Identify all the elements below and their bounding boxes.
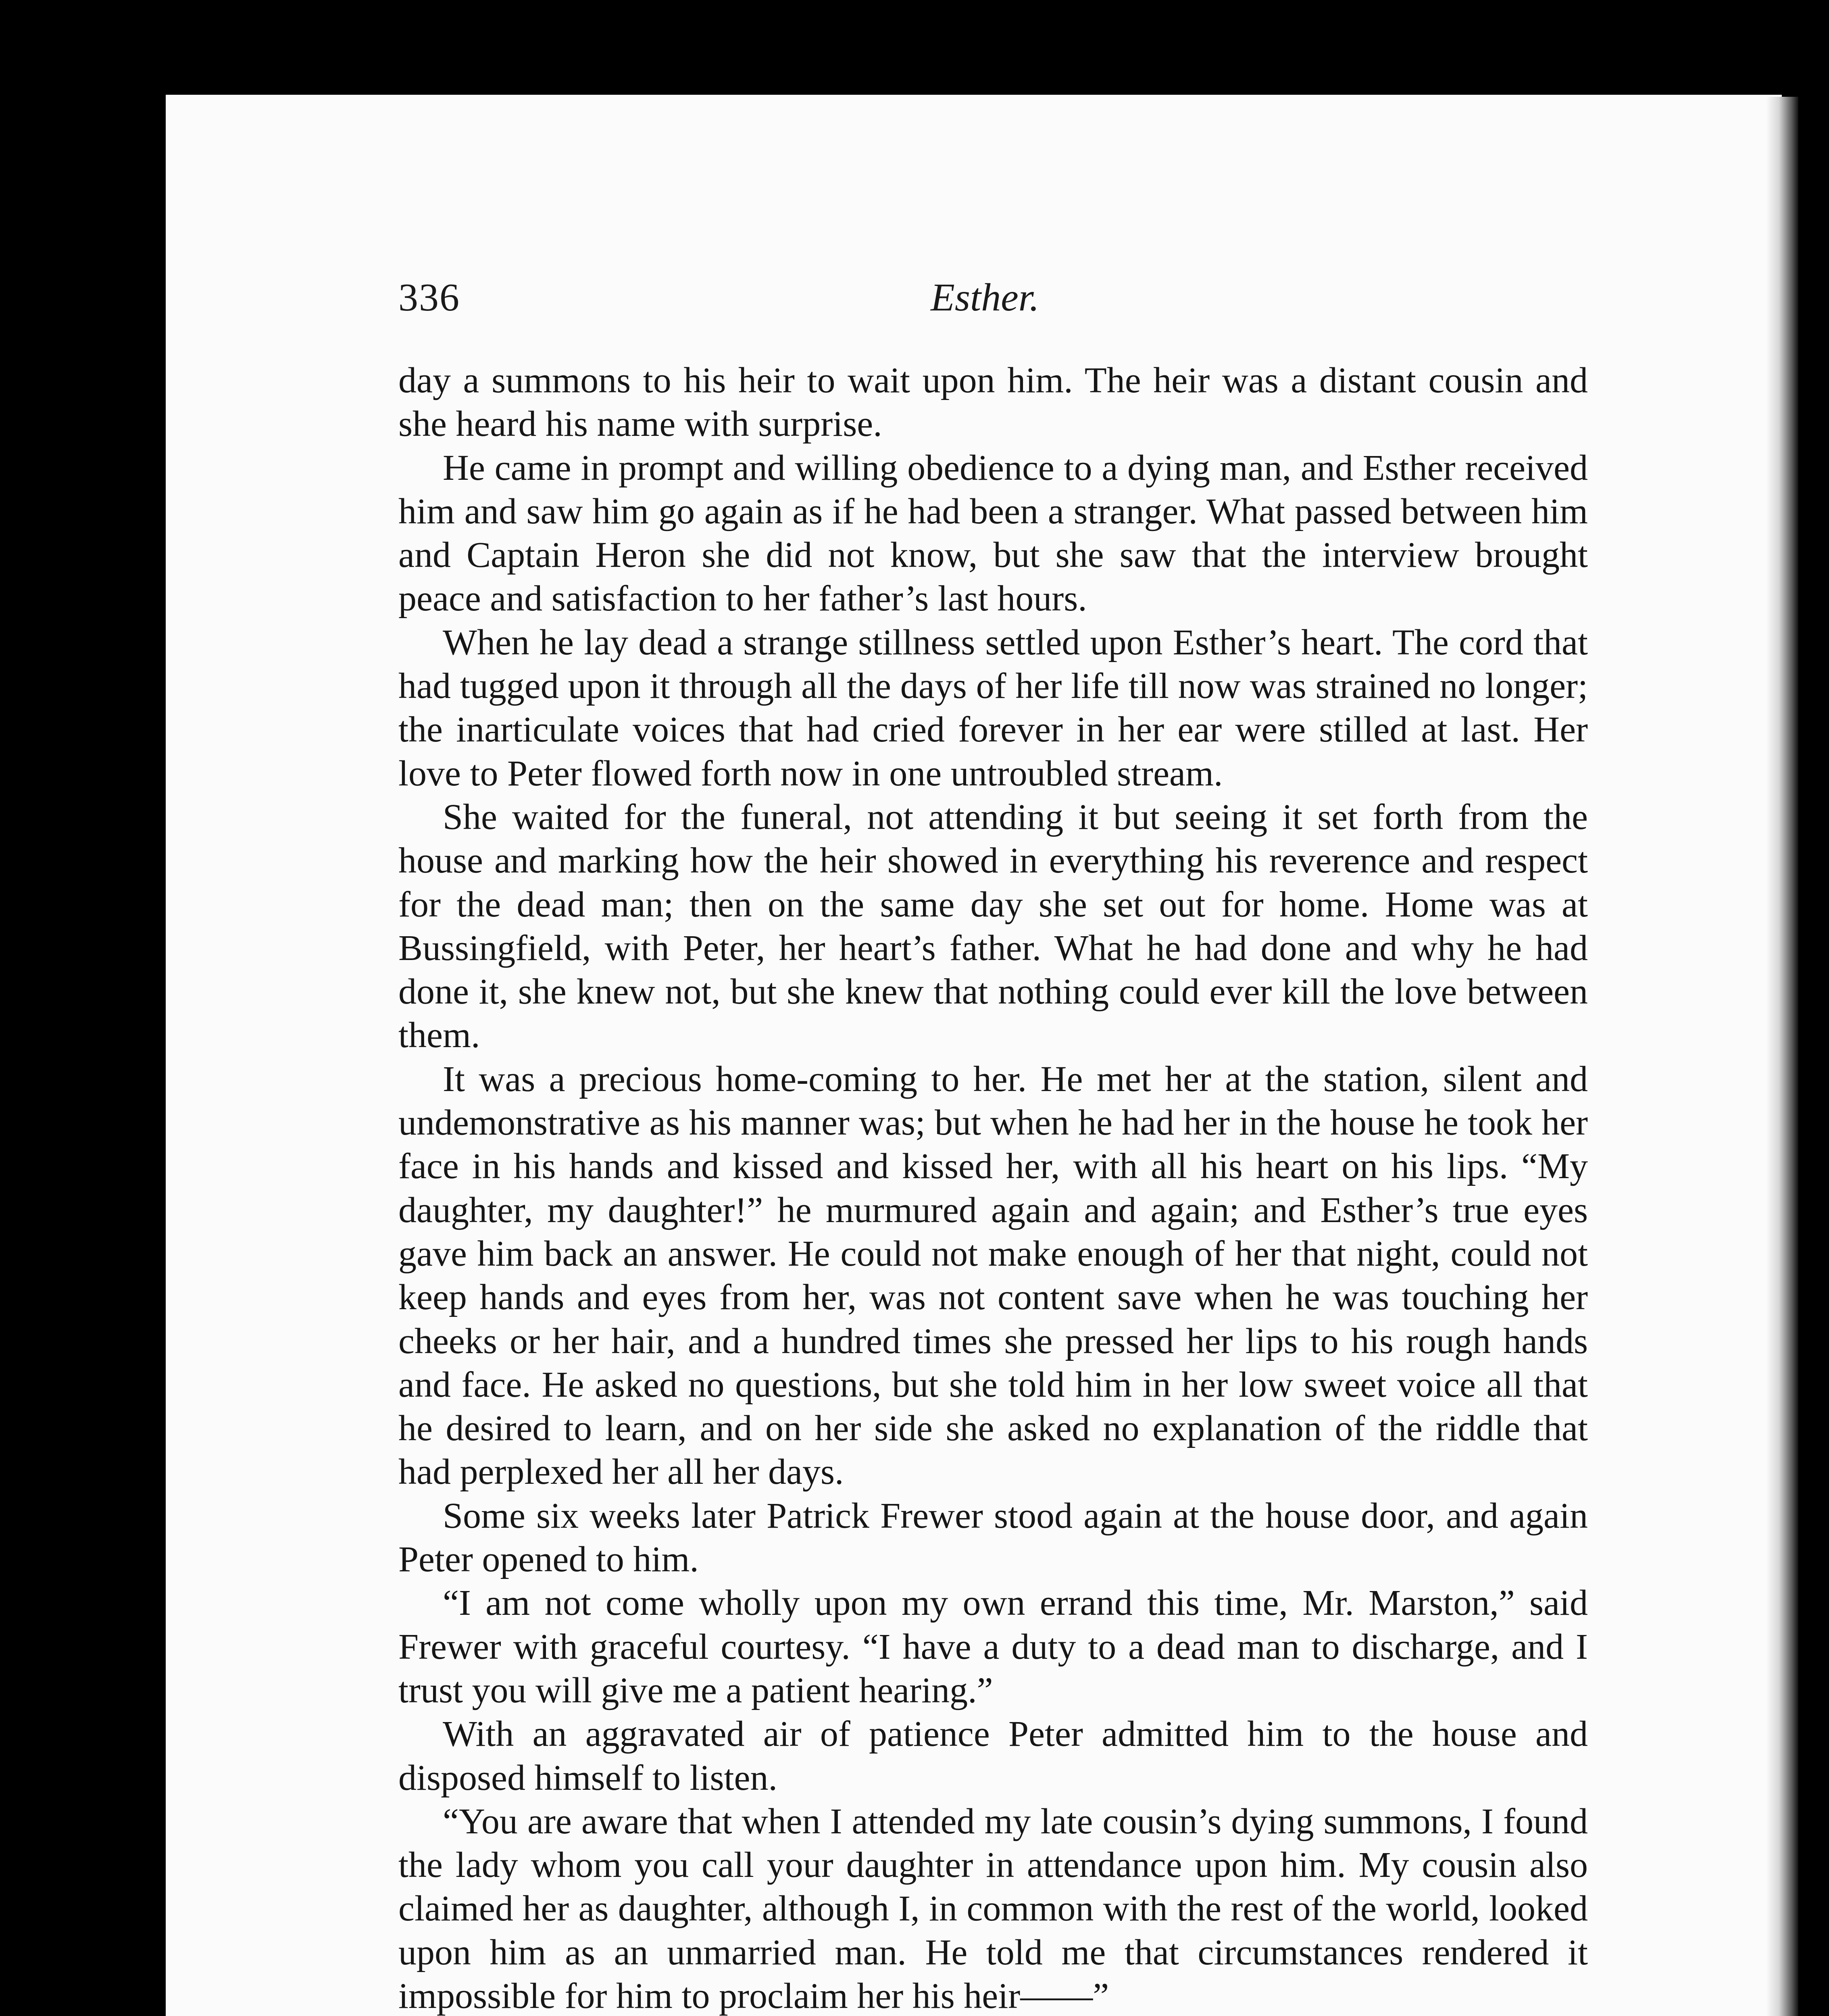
running-title: Esther. xyxy=(931,276,1039,319)
body-text xyxy=(398,359,1588,2016)
paragraph: He came in prompt and willing obedience to a dying man, and Esther received him and saw him go again as if he had been a stranger. What passed between him and Captain Heron she did not know, but she saw that the interview brought peace and satisfaction to her father’s last hours. xyxy=(398,448,1588,619)
paragraph: Some six weeks later Patrick Frewer stood again at the house door, and again Peter opened to him. xyxy=(398,1495,1588,1580)
paragraph: “I am not come wholly upon my own errand this time, Mr. Marston,” said Frewer with graceful courtesy. “I have a duty to a dead man to discharge, and I trust you will give me a patient hearing.” xyxy=(398,1583,1588,1710)
paragraph: “You are aware that when I attended my late cousin’s dying summons, I found the lady whom you call your daughter in attendance upon him. My cousin also claimed her as daughter, although I, in common with the rest of the world, looked upon him as an unmarried man. He told me that circumstances rendered it impossible for him to proclaim her his heir——” xyxy=(398,1801,1588,2016)
paragraph: It was a precious home-coming to her. He met her at the station, silent and undemonstrative as his manner was; but when he had her in the house he took her face in his hands and kissed and kissed her, with all his heart on his lips. “My daughter, my daughter!” he murmured again and again; and Esther’s true eyes gave him back an answer. He could not make enough of her that night, could not keep hands and eyes from her, was not content save when he was touching her cheeks or her hair, and a hundred times she pressed her lips to his rough hands and face. He asked no questions, but she told him in her low sweet voice all that he desired to learn, and on her side she asked no explanation of the riddle that had perplexed her all her days. xyxy=(398,1059,1588,1492)
paragraph: When he lay dead a strange stillness settled upon Esther’s heart. The cord that had tugged upon it through all the days of her life till now was strained no longer; the inarticulate voices that had cried forever in her ear were stilled at last. Her love to Peter flowed forth now in one untroubled stream. xyxy=(398,622,1588,793)
page-number: 336 xyxy=(398,276,460,319)
paragraph: She waited for the funeral, not attending it but seeing it set forth from the house and marking how the heir showed in everything his reverence and respect for the dead man; then on the same day she set out for home. Home was at Bussingfield, with Peter, her heart’s father. What he had done and why he had done it, she knew not, but she knew that nothing could ever kill the love between them. xyxy=(398,797,1588,1056)
page-header xyxy=(398,269,1592,326)
paragraph: day a summons to his heir to wait upon him. The heir was a distant cousin and she heard his name with surprise. xyxy=(398,360,1588,444)
page-edge-shadow xyxy=(1766,97,1798,2016)
paragraph: With an aggravated air of patience Peter admitted him to the house and disposed himself to listen. xyxy=(398,1714,1588,1798)
